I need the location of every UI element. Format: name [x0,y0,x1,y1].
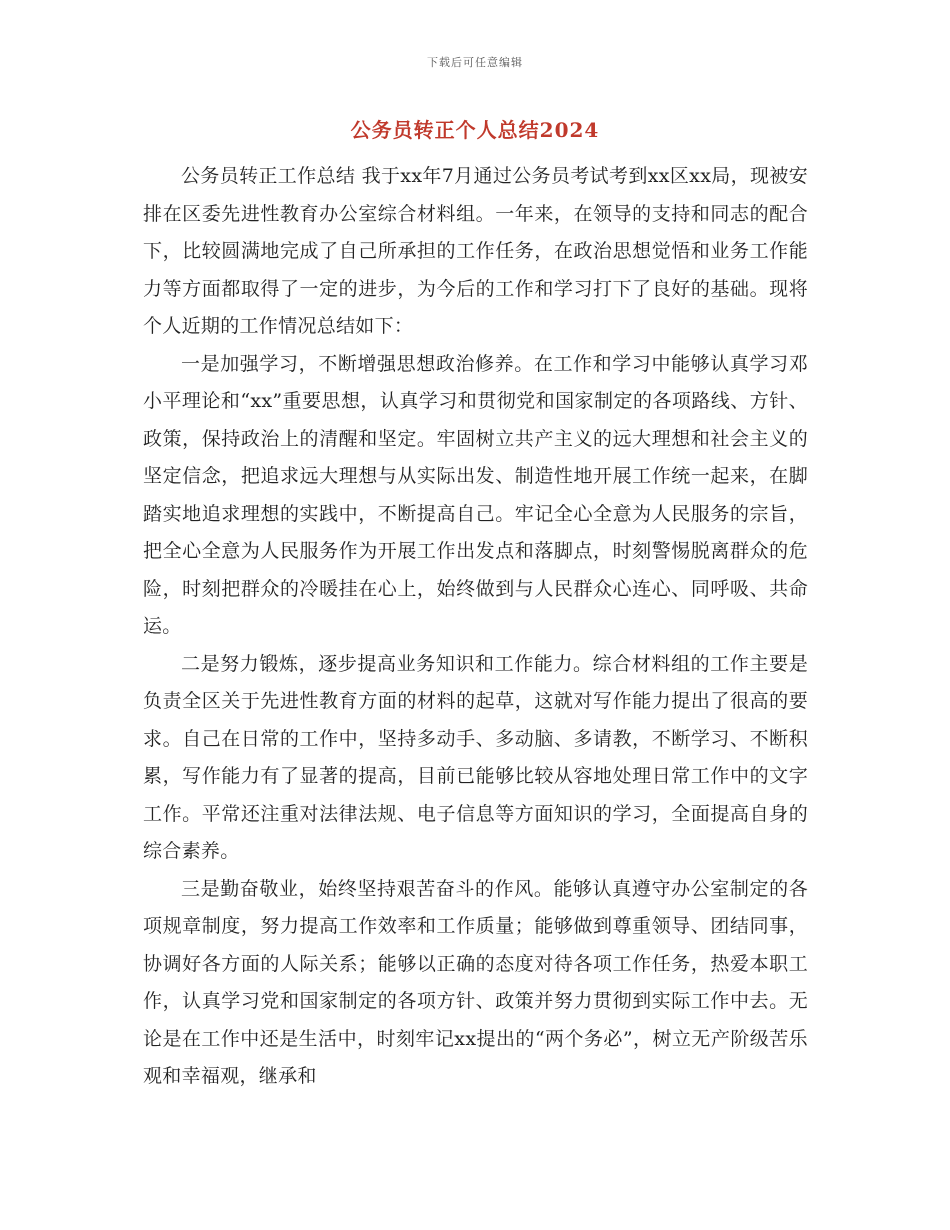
document-body [143,158,808,1096]
paragraph-intro: 公务员转正工作总结 我于xx年7月通过公务员考试考到xx区xx局，现被安排在区委先进性教育办公室综合材料组。一年来，在领导的支持和同志的配合下，比较圆满地完成了自己所承担的工作任务，在政治思想觉悟和业务工作能力等方面都取得了一定的进步，为今后的工作和学习打下了良好的基础。现将个人近期的工作情况总结如下： [143,165,808,337]
header-note: 下载后可任意编辑 [427,56,523,69]
paragraph-point-two: 二是努力锻炼，逐步提高业务知识和工作能力。综合材料组的工作主要是负责全区关于先进性教育方面的材料的起草，这就对写作能力提出了很高的要求。自己在日常的工作中，坚持多动手、多动脑、多请教，不断学习、不断积累，写作能力有了显著的提高，目前已能够比较从容地处理日常工作中的文字工作。平常还注重对法律法规、电子信息等方面知识的学习，全面提高自身的综合素养。 [143,652,808,862]
paragraph-point-one: 一是加强学习，不断增强思想政治修养。在工作和学习中能够认真学习邓小平理论和“xx”重要思想，认真学习和贯彻党和国家制定的各项路线、方针、政策，保持政治上的清醒和坚定。牢固树立共产主义的远大理想和社会主义的坚定信念，把追求远大理想与从实际出发、制造性地开展工作统一起来，在脚踏实地追求理想的实践中，不断提高自己。牢记全心全意为人民服务的宗旨，把全心全意为人民服务作为开展工作出发点和落脚点，时刻警惕脱离群众的危险，时刻把群众的冷暖挂在心上，始终做到与人民群众心连心、同呼吸、共命运。 [143,352,808,637]
paragraph-point-three: 三是勤奋敬业，始终坚持艰苦奋斗的作风。能够认真遵守办公室制定的各项规章制度，努力提高工作效率和工作质量；能够做到尊重领导、团结同事，协调好各方面的人际关系；能够以正确的态度对待各项工作任务，热爱本职工作，认真学习党和国家制定的各项方针、政策并努力贯彻到实际工作中去。无论是在工作中还是生活中，时刻牢记xx提出的“两个务必”，树立无产阶级苦乐观和幸福观，继承和 [143,877,808,1087]
document-title: 公务员转正个人总结2024 [350,118,600,142]
